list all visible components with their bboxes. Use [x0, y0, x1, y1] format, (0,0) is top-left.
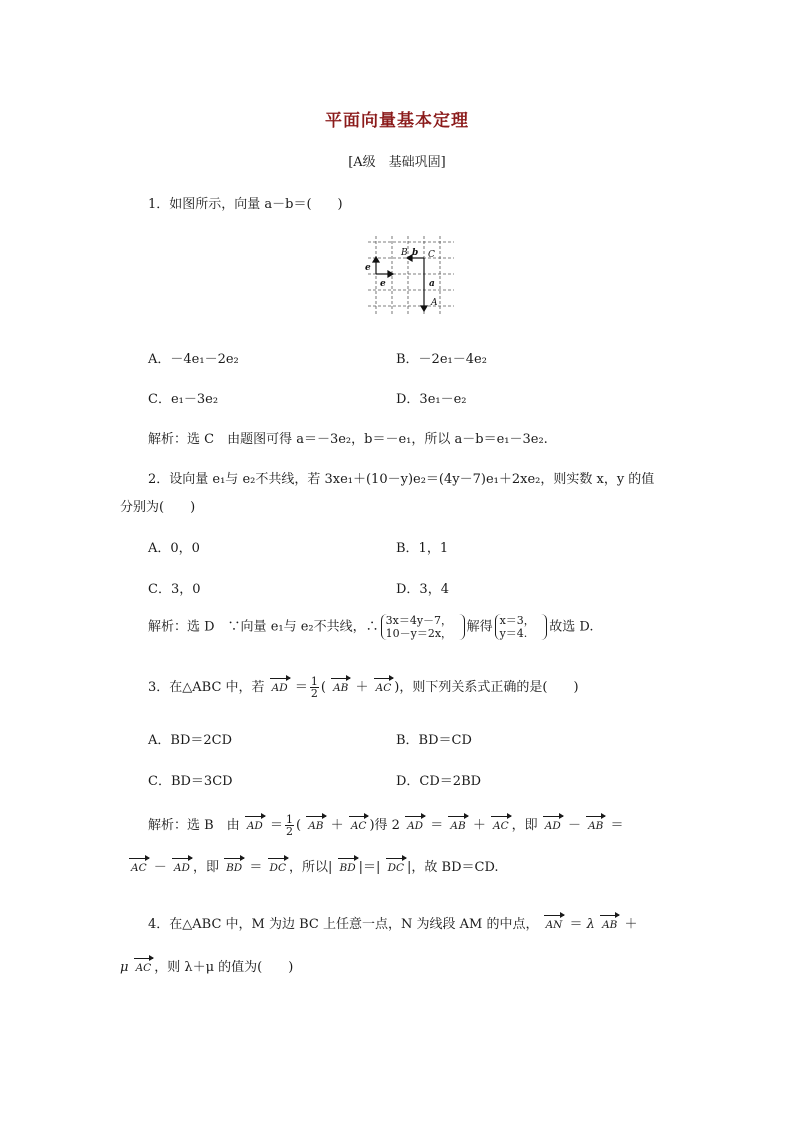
- q4-stem-suffix: ，则 λ＋μ 的值为( ): [154, 960, 294, 975]
- fig-label-e1: e: [380, 279, 386, 289]
- q4-stem-prefix: 4．在△ABC 中，M 为边 BC 上任意一点，N 为线段 AM 的中点，: [148, 917, 539, 932]
- vector-BD: BD: [337, 862, 359, 874]
- mu-symbol: μ: [120, 960, 129, 975]
- q2-option-c: C．3，0: [148, 582, 201, 597]
- vector-AN: AN: [543, 919, 566, 931]
- vector-AB: AB: [599, 919, 620, 931]
- vector-AC: AC: [128, 862, 150, 874]
- q2-system-1: [381, 614, 452, 640]
- q2-option-a: A．0，0: [148, 541, 200, 556]
- q1-option-b: B．－2e₁－4e₂: [396, 352, 487, 367]
- plus-sign: ＋: [355, 680, 369, 695]
- fig-label-B: B: [401, 248, 408, 258]
- fig-label-e2: e: [365, 263, 371, 273]
- vector-AB: AB: [585, 820, 606, 832]
- minus-sign: －: [567, 818, 581, 833]
- vector-BD: BD: [223, 862, 245, 874]
- q3-ji: ，即: [192, 860, 219, 875]
- q2-sys1-line2: 10－y＝2x，: [385, 627, 453, 640]
- question-2-stem-line2: 分别为( ): [120, 500, 196, 515]
- equals-sign: ＝: [269, 818, 283, 833]
- q1-option-a: A．－4e₁－2e₂: [148, 352, 239, 367]
- q2-sys1-line1: 3x＝4y－7，: [385, 614, 453, 627]
- vector-DC: DC: [267, 862, 289, 874]
- equals-sign: ＝: [430, 818, 444, 833]
- vector-AD: AD: [171, 862, 193, 874]
- q2-analysis: [148, 614, 594, 640]
- q2-option-b: B．1，1: [396, 541, 449, 556]
- fraction-one-half: [310, 676, 319, 699]
- equals-sign: ＝: [249, 860, 263, 875]
- q3-option-d: D．CD＝2BD: [396, 774, 482, 789]
- q3-ji: ，即: [511, 818, 538, 833]
- fraction-one-half: [285, 814, 294, 837]
- q2-system-1-close: [456, 614, 465, 640]
- fraction-numerator: 1: [286, 813, 293, 826]
- vector-AD: AD: [404, 820, 426, 832]
- question-2-stem-line1: 2．设向量 e₁与 e₂不共线，若 3xe₁＋(10－y)e₂＝(4y－7)e₁＋2xe₂，则实数 x，y 的值: [148, 472, 655, 487]
- fraction-denominator: 2: [286, 825, 293, 838]
- q2-analysis-suffix: 故选 D.: [549, 619, 594, 635]
- vector-AC: AC: [373, 682, 395, 694]
- question-4-stem-line1: [148, 913, 638, 932]
- q3-analysis-prefix: 解析：选 B 由: [148, 818, 240, 833]
- vector-AC: AC: [490, 820, 512, 832]
- q2-option-d: D．3，4: [396, 582, 449, 597]
- q2-system-2-close: [539, 614, 548, 640]
- question-4-stem-line2: [120, 956, 293, 975]
- vector-AC: AC: [133, 962, 155, 974]
- q2-sys2-line1: x＝3，: [499, 614, 535, 627]
- vector-AB: AB: [330, 682, 351, 694]
- q3-get-2: 得 2: [374, 818, 400, 833]
- q3-analysis-line1: 解析：选 B 由 AD ＝ $\frac{1}{2}$ ( AB ＋ AC )得 2 AD ＝ AB ＋ AC ，即 AD － AB ＝: [148, 813, 624, 838]
- fraction-numerator: 1: [310, 675, 318, 688]
- question-1-stem: 1．如图所示，向量 a－b＝( ): [148, 197, 343, 212]
- section-subtitle: [A级 基础巩固]: [348, 155, 446, 170]
- q2-sys2-line2: y＝4.: [499, 627, 528, 640]
- q1-option-d: D．3e₁－e₂: [396, 392, 467, 407]
- fig-label-b: b: [412, 248, 419, 258]
- equals-sign: ＝: [294, 680, 308, 695]
- fig-label-A: A: [431, 298, 438, 308]
- lambda-symbol: λ: [586, 917, 595, 932]
- plus-sign: ＋: [624, 917, 638, 932]
- fig-label-C: C: [428, 250, 435, 260]
- minus-sign: －: [153, 860, 167, 875]
- vector-AD: AD: [244, 820, 266, 832]
- vector-AC: AC: [348, 820, 370, 832]
- equals-sign: ＝: [610, 818, 624, 833]
- q1-analysis: 解析：选 C 由题图可得 a＝－3e₂，b＝－e₁，所以 a－b＝e₁－3e₂.: [148, 432, 548, 447]
- vector-DC: DC: [385, 862, 407, 874]
- q3-option-c: C．BD＝3CD: [148, 774, 233, 789]
- plus-sign: ＋: [472, 818, 486, 833]
- vector-AD: AD: [542, 820, 564, 832]
- vector-grid-figure: [364, 236, 458, 320]
- q2-analysis-prefix: 解析：选 D ∵向量 e₁与 e₂不共线，∴: [148, 619, 379, 635]
- vector-AD: AD: [269, 682, 291, 694]
- q3-stem-suffix: ，则下列关系式正确的是( ): [399, 680, 579, 695]
- fig-label-a: a: [429, 279, 435, 289]
- q1-option-c: C．e₁－3e₂: [148, 392, 219, 407]
- question-3-stem: 3．在△ABC 中，若 AD ＝ $\frac{1}{2}$ ( AB ＋ AC )，则下列关系式正确的是( ): [148, 675, 579, 700]
- vector-AB: AB: [447, 820, 468, 832]
- q2-analysis-mid: 解得: [466, 619, 493, 635]
- q3-option-b: B．BD＝CD: [396, 733, 472, 748]
- q3-stem-prefix: 3．在△ABC 中，若: [148, 680, 265, 695]
- q3-analysis-line2: [128, 856, 499, 875]
- q3-suoyi: ，所以|: [288, 860, 333, 875]
- plus-sign: ＋: [330, 818, 344, 833]
- q3-option-a: A．BD＝2CD: [148, 733, 233, 748]
- q3-bar: |＝|: [358, 860, 381, 875]
- q3-analysis-end: |，故 BD＝CD.: [407, 860, 499, 875]
- page-title: 平面向量基本定理: [325, 111, 469, 131]
- fraction-denominator: 2: [310, 687, 318, 700]
- q2-system-2: [495, 614, 535, 640]
- vector-AB: AB: [305, 820, 326, 832]
- equals-sign: ＝: [569, 917, 583, 932]
